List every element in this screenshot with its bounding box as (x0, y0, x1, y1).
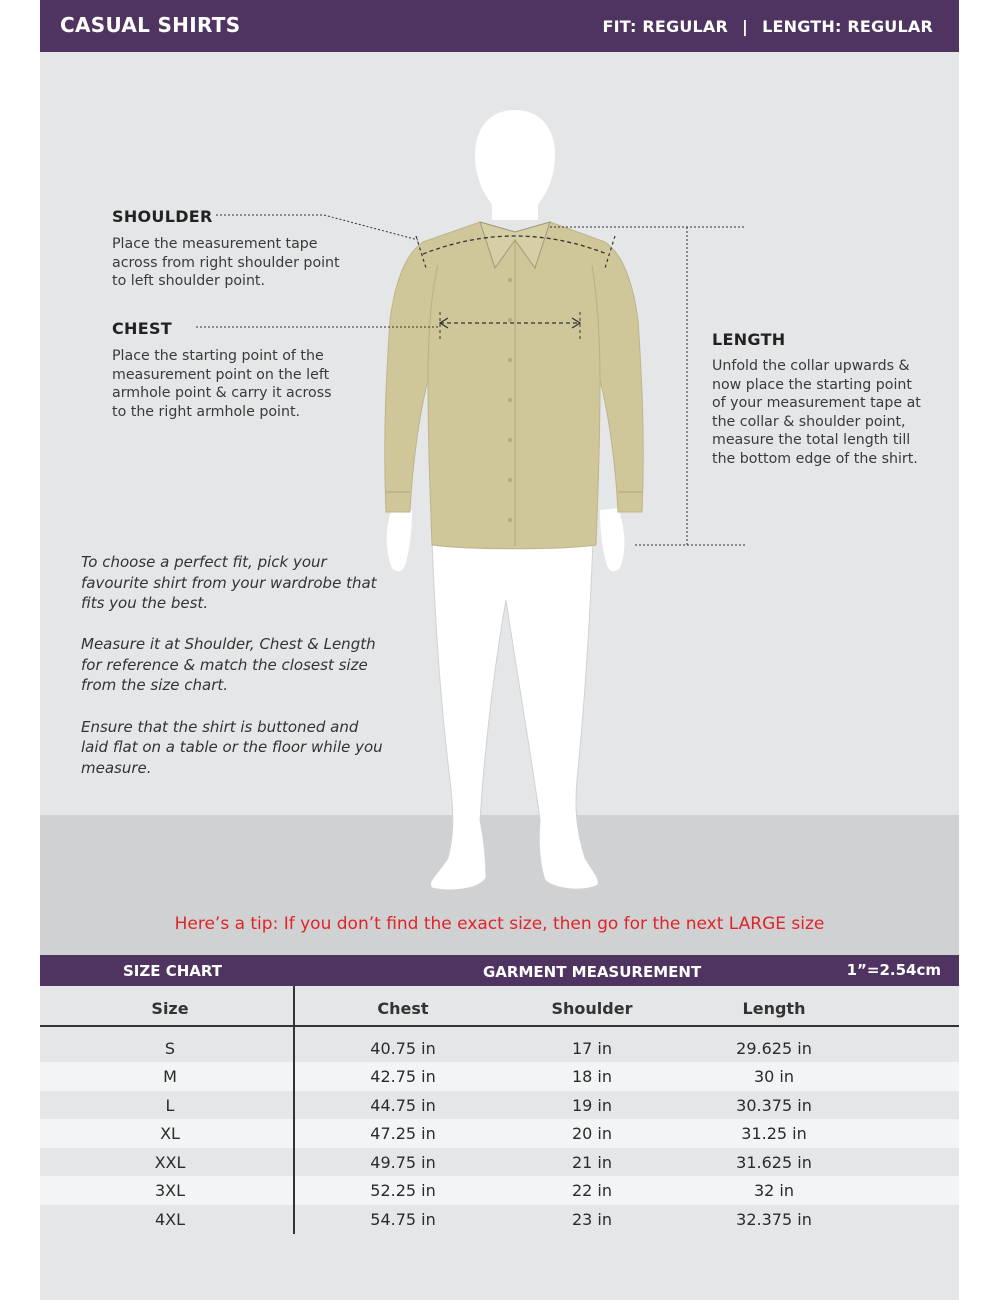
cell-length: 32.375 in (736, 1210, 812, 1229)
cell-shoulder: 18 in (571, 1067, 613, 1086)
table-row (40, 1091, 959, 1120)
cell-length: 32 in (753, 1181, 795, 1200)
fit-label: FIT: REGULAR (602, 17, 729, 36)
mannequin-legs (430, 540, 598, 890)
tip-3-line-3: measure. (81, 758, 152, 777)
length-description (712, 357, 921, 468)
tip-3-line-2: laid flat on a table or the floor while you (81, 738, 383, 757)
chest-line-4: to the right armhole point. (112, 403, 301, 420)
cell-length: 30.375 in (736, 1096, 812, 1115)
cell-size: M (163, 1067, 177, 1086)
table-column-divider (293, 986, 295, 1234)
length-line-1: Unfold the collar upwards & (712, 358, 910, 374)
cell-length: 29.625 in (736, 1039, 812, 1058)
shoulder-title: SHOULDER (112, 207, 213, 226)
conversion-label: 1”=2.54cm (846, 961, 941, 979)
size-tip-line: Here’s a tip: If you don’t find the exact size, then go for the next LARGE size (174, 914, 825, 934)
cell-shoulder: 21 in (571, 1153, 613, 1172)
cell-chest: 47.25 in (370, 1124, 436, 1143)
mannequin-head (475, 110, 555, 210)
chest-line-2: measurement point on the left (112, 366, 330, 383)
cell-size: S (164, 1039, 176, 1058)
table-row (40, 1119, 959, 1148)
page-title: CASUAL SHIRTS (60, 13, 241, 37)
tip-2-line-2: for reference & match the closest size (81, 655, 368, 674)
mannequin-illustration (40, 0, 959, 955)
cell-length: 31.625 in (736, 1153, 812, 1172)
tip-1-line-2: favourite shirt from your wardrobe that (81, 573, 377, 592)
tip-2-line-3: from the size chart. (81, 676, 229, 695)
cell-size: 3XL (154, 1181, 186, 1200)
table-row (40, 1148, 959, 1177)
cell-shoulder: 19 in (571, 1096, 613, 1115)
length-title: LENGTH (712, 330, 786, 349)
cell-chest: 54.75 in (370, 1210, 436, 1229)
shoulder-line-2: across from right shoulder point (112, 254, 340, 271)
tip-paragraph-3 (81, 717, 411, 779)
garment-measurement-label: GARMENT MEASUREMENT (483, 963, 702, 981)
cell-shoulder: 20 in (571, 1124, 613, 1143)
cell-size: L (165, 1096, 175, 1115)
cell-size: XL (160, 1124, 180, 1143)
length-line-2: now place the starting point (712, 376, 912, 393)
shoulder-line-1: Place the measurement tape (112, 236, 318, 252)
length-label: LENGTH: REGULAR (762, 17, 933, 36)
tip-2-line-1: Measure it at Shoulder, Chest & Length (81, 635, 376, 654)
chest-description (112, 347, 332, 421)
fit-tips (81, 552, 411, 799)
cell-chest: 49.75 in (370, 1153, 436, 1172)
column-header-chest: Chest (377, 999, 429, 1018)
cell-chest: 44.75 in (370, 1096, 436, 1115)
column-header-size: Size (151, 999, 189, 1018)
tip-1-line-1: To choose a perfect fit, pick your (81, 553, 327, 571)
shoulder-line-3: to left shoulder point. (112, 273, 266, 289)
length-line-3: of your measurement tape at (712, 395, 921, 411)
cell-chest: 42.75 in (370, 1067, 436, 1086)
cell-shoulder: 23 in (571, 1210, 613, 1229)
cell-size: XXL (154, 1153, 186, 1172)
shirt-body (385, 222, 643, 549)
cell-size: 4XL (154, 1210, 186, 1229)
size-chart-label: SIZE CHART (123, 962, 223, 980)
cell-shoulder: 17 in (571, 1039, 613, 1058)
table-row (40, 1176, 959, 1205)
mannequin-right-hand (600, 508, 624, 571)
table-divider (40, 1025, 293, 1027)
shoulder-description (112, 235, 340, 291)
size-chart-header (40, 955, 959, 986)
chest-line-3: armhole point & carry it across (112, 385, 332, 401)
size-guide-page (40, 0, 959, 1300)
tip-1-line-3: fits you the best. (81, 594, 209, 613)
tip-3-line-1: Ensure that the shirt is buttoned and (81, 717, 359, 736)
column-header-length: Length (742, 999, 806, 1018)
cell-shoulder: 22 in (571, 1181, 613, 1200)
tip-paragraph-2 (81, 634, 411, 696)
table-row (40, 1062, 959, 1091)
table-row (40, 1034, 959, 1063)
chest-line-1: Place the starting point of the (112, 348, 324, 364)
table-row (40, 1205, 959, 1234)
chest-title: CHEST (112, 319, 172, 338)
separator: | (742, 17, 749, 36)
length-line-6: the bottom edge of the shirt. (712, 450, 918, 467)
tip-paragraph-1 (81, 552, 411, 614)
table-divider (295, 1025, 959, 1027)
cell-length: 30 in (753, 1067, 795, 1086)
length-line-4: the collar & shoulder point, (712, 413, 906, 430)
column-header-shoulder: Shoulder (551, 999, 633, 1018)
cell-length: 31.25 in (741, 1124, 807, 1143)
length-line-5: measure the total length till (712, 432, 911, 448)
cell-chest: 40.75 in (370, 1039, 436, 1058)
cell-chest: 52.25 in (370, 1181, 436, 1200)
